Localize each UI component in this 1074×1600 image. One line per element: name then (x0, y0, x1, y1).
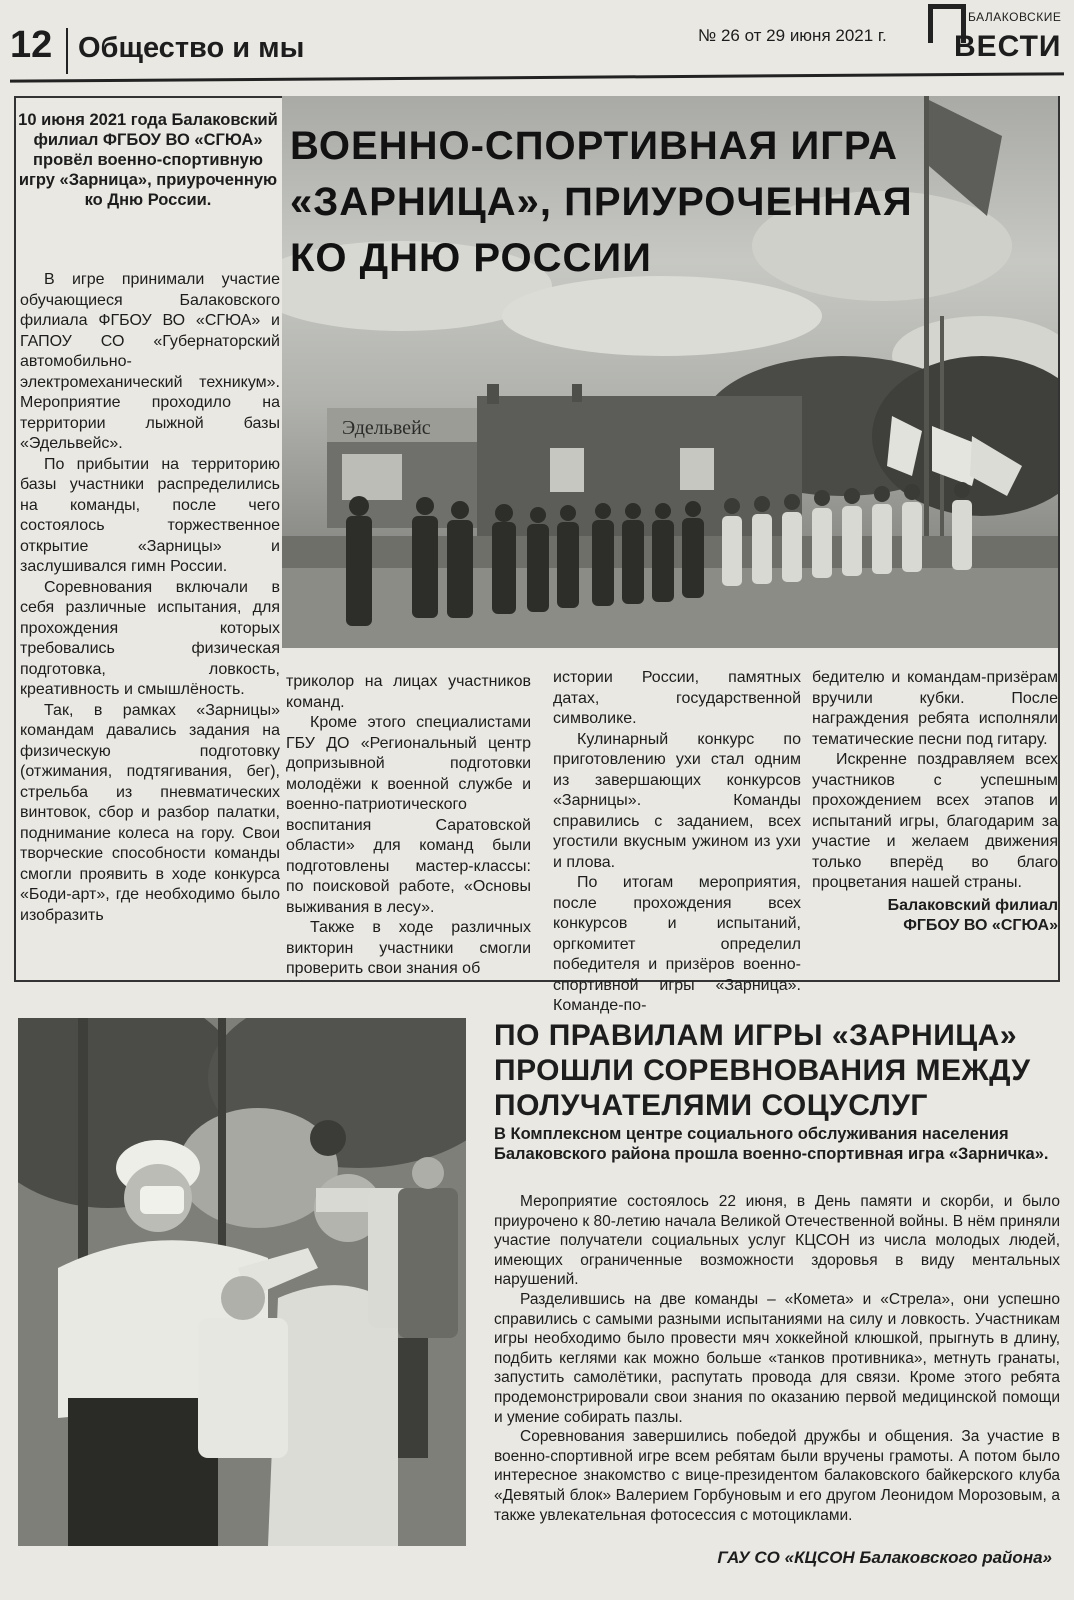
paragraph: Так, в рамках «Зарницы» командам давались задания на физическую подготовку (отжимания, подтягивания, бег), стрельба из пневматических винтовок, сбор и разбор палатки, поднимание колеса на гору. Свои творческие способности команды смогли проявить в ходе конкурса «Боди-арт», где необходимо было изобразить (20, 701, 280, 924)
article-2-headline (494, 1018, 1031, 1123)
masthead-top: БАЛАКОВСКИЕ (968, 10, 1062, 24)
photo-first-aid-illustration (18, 1018, 466, 1546)
paragraph: Соревнования включали в себя различные испытания, для прохождения которых требовались физическая подготовка, ловкость, креативность и смышлёность. (20, 578, 280, 698)
paragraph: Кроме этого специалистами ГБУ ДО «Региональный центр допризывной подготовки молодёжи к военной службе и военно-патриотического воспитания Саратовской области» для команд были подготовлены мастер-классы: по поисковой работе, «Основы выживания в лесу». (286, 714, 531, 916)
paragraph: В игре принимали участие обучающиеся Балаковского филиала ФГБОУ ВО «СГЮА» и ГАПОУ СО «Губернаторский автомобильно-электромеханический техникум». Мероприятие проходило на территории лыжной базы «Эдельвейс». (20, 271, 280, 452)
paragraph: истории России, памятных датах, государственной символике. (553, 669, 801, 727)
masthead-main: ВЕСТИ (954, 30, 1062, 63)
photo-building-sign: Эдельвейс (342, 417, 431, 439)
article-2-body (494, 1192, 1060, 1525)
headline-line: ВОЕННО-СПОРТИВНАЯ ИГРА (290, 124, 898, 168)
headline-line: ПОЛУЧАТЕЛЯМИ СОЦУСЛУГ (494, 1089, 928, 1122)
paragraph: Соревнования завершились победой дружбы и общения. За участие в военно-спортивной игре всем ребятам были вручены грамоты. А потом было интересное знакомство с вице-президентом балаковского байкерского клуба «Девятый блок» Валерием Горбуновым и его другом Леонидом Морозовым, а также увлекательная фотосессия с мотоциклами. (494, 1428, 1060, 1524)
section-title: Общество и мы (78, 32, 305, 64)
article-1-column-3 (553, 668, 801, 1017)
article-1-column-1 (20, 270, 280, 926)
article-2-photo (18, 1018, 466, 1546)
issue-info: № 26 от 29 июня 2021 г. (698, 26, 887, 45)
page-number: 12 (10, 24, 53, 66)
paragraph: Также в ходе различных викторин участники смогли проверить свои знания об (286, 919, 531, 977)
article-1-signature (812, 896, 1058, 937)
headline-line: «ЗАРНИЦА», ПРИУРОЧЕННАЯ (290, 180, 913, 224)
headline-line: ПО ПРАВИЛАМ ИГРЫ «ЗАРНИЦА» (494, 1019, 1018, 1052)
paragraph: По итогам мероприятия, после прохождения всех конкурсов и испытаний, оргкомитет определил победителя и призёров военно-спортивной игры «Зарница». Команде-по- (553, 874, 801, 1014)
article-2-lead: В Комплексном центре социального обслуживания населения Балаковского района прошла военно-спортивная игра «Зарничка». (494, 1125, 1049, 1163)
article-1-lead: 10 июня 2021 года Балаковский филиал ФГБОУ ВО «СГЮА» провёл военно-спортивную игру «Зарница», приуроченную ко Дню России. (18, 111, 278, 209)
signature-line: ФГБОУ ВО «СГЮА» (903, 917, 1058, 934)
article-1-column-4 (812, 668, 1058, 937)
paragraph: Мероприятие состоялось 22 июня, в День памяти и скорби, и было приурочено к 80-летию начала Великой Отечественной войны. В нём приняли участие получатели социальных услуг КЦСОН из числа молодых людей, имеющих ограниченные возможности здоровья в виду ментальных нарушений. (494, 1193, 1060, 1289)
article-1-headline (290, 118, 913, 286)
headline-line: КО ДНЮ РОССИИ (290, 236, 652, 280)
paragraph: Искренне поздравляем всех участников с успешным прохождением всех этапов и испытаний игры, благодарим за участие и желаем движения только вперёд во благо процветания нашей страны. (812, 751, 1058, 891)
paragraph: Кулинарный конкурс по приготовлению ухи стал одним из завершающих конкурсов «Зарницы». Команды справились с заданием, всех угостили вкусным ужином из ухи и плова. (553, 730, 801, 871)
header-divider (66, 28, 68, 74)
paragraph: Разделившись на две команды – «Комета» и «Стрела», они успешно справились с самыми разными испытаниями на силу и ловкость. Участникам игры необходимо было провести мяч хоккейной клюшкой, прыгнуть в длину, подбить кеглями как можно больше «танков противника», метнуть гранаты, запустить самолётики, распутать провода для связи. Кроме этого ребята продемонстрировали свои знания по оказанию первой медицинской помощи и умение собирать пазлы. (494, 1290, 1060, 1426)
paragraph: бедителю и командам-призёрам вручили кубки. После награждения ребята исполняли тематические песни под гитару. (812, 669, 1058, 748)
article-2-signature: ГАУ СО «КЦСОН Балаковского района» (717, 1548, 1052, 1567)
header-rule (10, 72, 1064, 82)
paragraph: триколор на лицах участников команд. (286, 673, 531, 711)
masthead-logo (924, 0, 1072, 78)
paragraph: По прибытии на территорию базы участники распределились на команды, после чего состоялось торжественное открытие «Зарницы» и заслушивался гимн России. (20, 455, 280, 575)
signature-line: Балаковский филиал (887, 896, 1058, 914)
headline-line: ПРОШЛИ СОРЕВНОВАНИЯ МЕЖДУ (494, 1054, 1031, 1087)
article-1-column-2 (286, 672, 531, 980)
